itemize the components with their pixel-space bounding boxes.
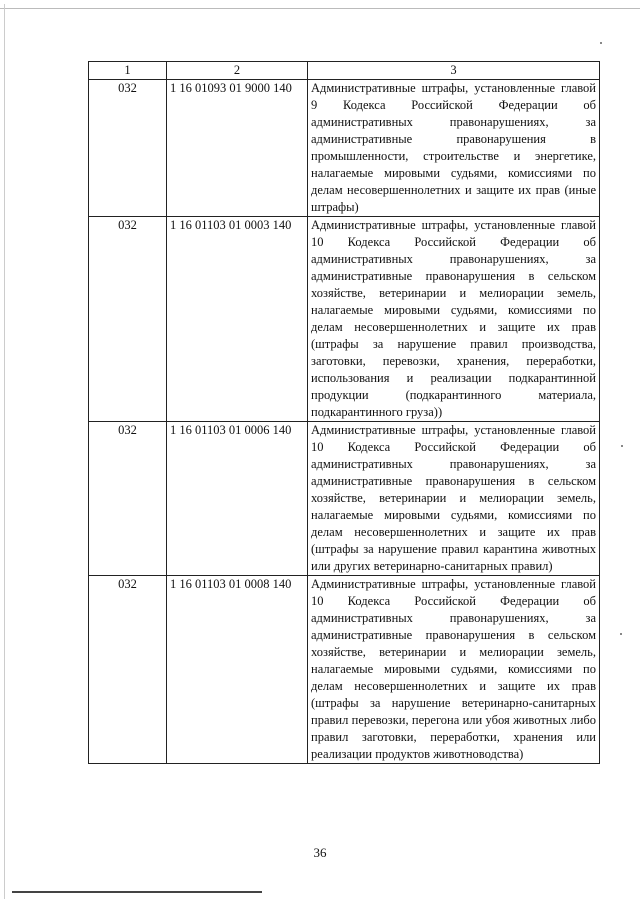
scan-speck xyxy=(620,633,622,635)
budget-code-cell: 1 16 01093 01 9000 140 xyxy=(167,80,308,217)
scan-edge-top xyxy=(0,8,640,9)
column-header: 2 xyxy=(167,62,308,80)
description-cell: Административные штрафы, установленные главой 10 Кодекса Российской Федерации об административных правонарушениях, за административные правонарушения в сельском хозяйстве, ветеринарии и мелиорации земель, налагаемые мировыми судьями, комиссиями по делам несовершеннолетних и защите их прав (штрафы за нарушение правил карантина животных или других ветеринарно-санитарных правил) xyxy=(308,422,600,576)
footnote-rule xyxy=(12,891,262,893)
table-row xyxy=(89,422,600,576)
table-header-row xyxy=(89,62,600,80)
table-row xyxy=(89,80,600,217)
description-cell: Административные штрафы, установленные главой 10 Кодекса Российской Федерации об административных правонарушениях, за административные правонарушения в сельском хозяйстве, ветеринарии и мелиорации земель, налагаемые мировыми судьями, комиссиями по делам несовершеннолетних и защите их прав (штрафы за нарушение ветеринарно-санитарных правил перевозки, перегона или убоя животных либо правил заготовки, переработки, хранения или реализации продуктов животноводства) xyxy=(308,576,600,764)
description-cell: Административные штрафы, установленные главой 9 Кодекса Российской Федерации об административных правонарушениях, за административные правонарушения в промышленности, строительстве и энергетике, налагаемые мировыми судьями, комиссиями по делам несовершеннолетних и защите их прав (иные штрафы) xyxy=(308,80,600,217)
admin-code-cell: 032 xyxy=(89,576,167,764)
admin-code-cell: 032 xyxy=(89,217,167,422)
column-header: 1 xyxy=(89,62,167,80)
budget-codes-table xyxy=(88,61,600,764)
budget-code-cell: 1 16 01103 01 0003 140 xyxy=(167,217,308,422)
admin-code-cell: 032 xyxy=(89,422,167,576)
scan-speck xyxy=(600,42,602,44)
budget-code-cell: 1 16 01103 01 0008 140 xyxy=(167,576,308,764)
table-row xyxy=(89,217,600,422)
page-number: 36 xyxy=(313,845,327,860)
table-row xyxy=(89,576,600,764)
column-header: 3 xyxy=(308,62,600,80)
scan-speck xyxy=(621,445,623,447)
scan-edge-left xyxy=(4,4,5,899)
budget-code-cell: 1 16 01103 01 0006 140 xyxy=(167,422,308,576)
description-cell: Административные штрафы, установленные главой 10 Кодекса Российской Федерации об административных правонарушениях, за административные правонарушения в сельском хозяйстве, ветеринарии и мелиорации земель, налагаемые мировыми судьями, комиссиями по делам несовершеннолетних и защите их прав (штрафы за нарушение правил производства, заготовки, перевозки, хранения, переработки, использования и реализации подкарантинной продукции (подкарантинного материала, подкарантинного груза)) xyxy=(308,217,600,422)
admin-code-cell: 032 xyxy=(89,80,167,217)
